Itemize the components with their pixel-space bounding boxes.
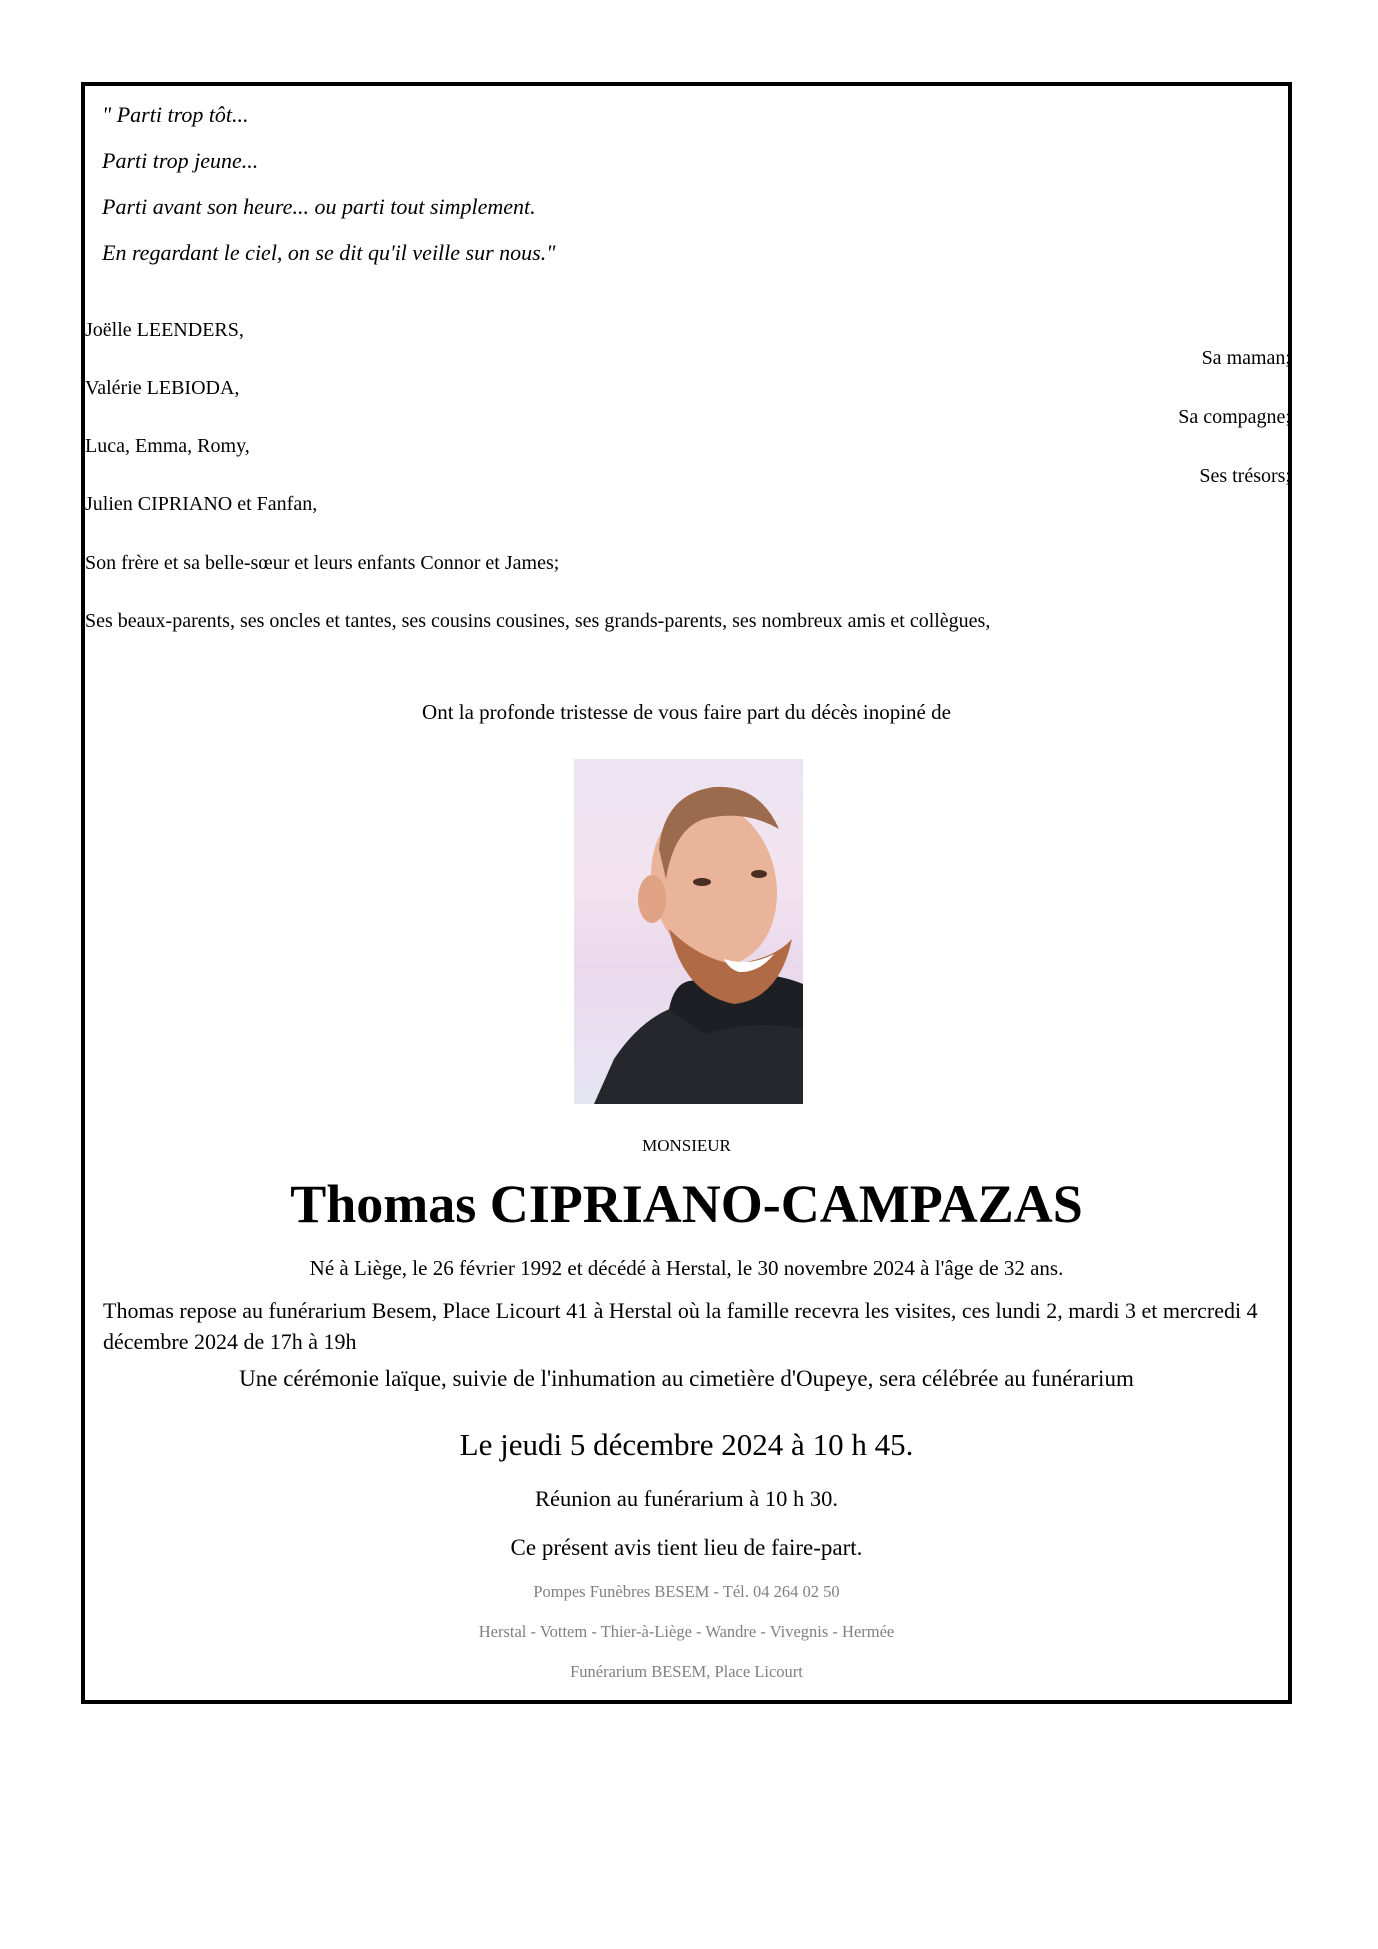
relation-label: Sa maman; <box>1201 347 1291 369</box>
portrait-photo <box>574 759 803 1104</box>
ceremony-text: Une cérémonie laïque, suivie de l'inhumation au cimetière d'Oupeye, sera célébrée au funérarium <box>239 1366 1134 1391</box>
birth-death-text: Né à Liège, le 26 février 1992 et décédé à Herstal, le 30 novembre 2024 à l'âge de 32 ans. <box>309 1256 1064 1280</box>
quote-line: Parti trop jeune... <box>102 148 259 173</box>
relation-label: Ses trésors; <box>1199 465 1291 487</box>
family-member: Valérie LEBIODA, <box>85 377 240 399</box>
announcement-text: Ont la profonde tristesse de vous faire part du décès inopiné de <box>422 700 951 724</box>
relation-label: Sa compagne; <box>1178 406 1291 428</box>
family-member: Joëlle LEENDERS, <box>85 319 244 341</box>
family-member: Julien CIPRIANO et Fanfan, <box>85 493 318 515</box>
quote-line: Parti avant son heure... ou parti tout simplement. <box>102 194 536 219</box>
meeting-text: Réunion au funérarium à 10 h 30. <box>534 1486 839 1511</box>
visitation-text: Thomas repose au funérarium Besem, Place Licourt 41 à Herstal où la famille recevra les visites, ces lundi 2, mardi 3 et mercredi 4 décembre 2024 de 17h à 19h <box>103 1298 1258 1354</box>
ceremony-date: Le jeudi 5 décembre 2024 à 10 h 45. <box>459 1427 914 1462</box>
family-member: Son frère et sa belle-sœur et leurs enfants Connor et James; <box>85 552 560 574</box>
footer-funeral-home: Pompes Funèbres BESEM - Tél. 04 264 02 50 <box>533 1582 840 1601</box>
title-label: MONSIEUR <box>642 1136 731 1155</box>
footer-locations: Herstal - Vottem - Thier-à-Liège - Wandre - Vivegnis - Hermée <box>478 1622 895 1641</box>
family-member: Luca, Emma, Romy, <box>85 435 250 457</box>
deceased-name: Thomas CIPRIANO-CAMPAZAS <box>290 1174 1083 1234</box>
quote-line: En regardant le ciel, on se dit qu'il veille sur nous." <box>102 240 556 265</box>
notice-text: Ce présent avis tient lieu de faire-part. <box>510 1535 863 1560</box>
footer-address: Funérarium BESEM, Place Licourt <box>570 1662 803 1681</box>
quote-line: " Parti trop tôt... <box>102 102 249 127</box>
family-member: Ses beaux-parents, ses oncles et tantes, ses cousins cousines, ses grands-parents, ses nombreux amis et collègues, <box>85 610 991 632</box>
portrait-illustration <box>574 759 803 1104</box>
